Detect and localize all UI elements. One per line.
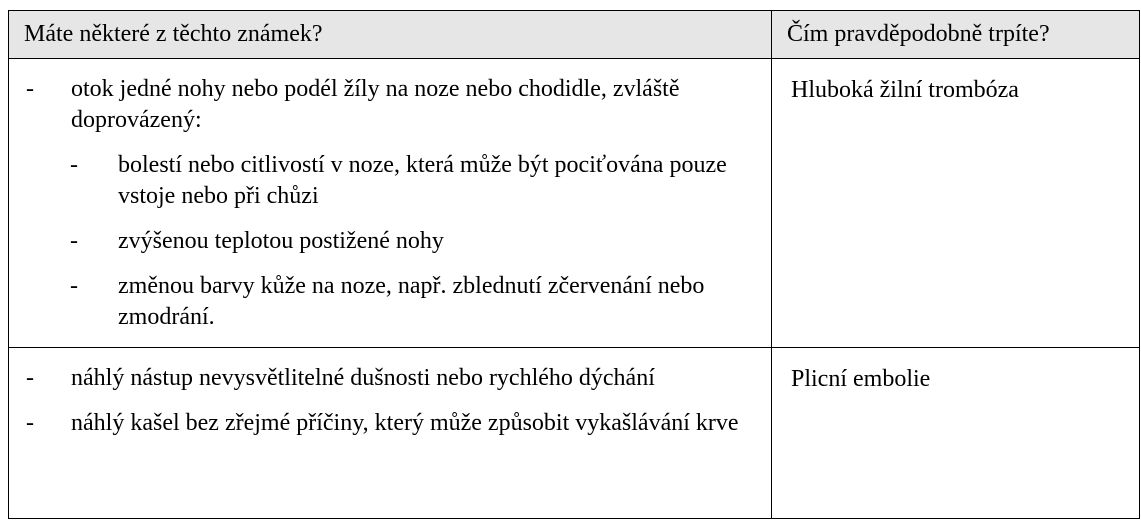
condition-cell: Plicní embolie bbox=[772, 348, 1140, 519]
condition-cell: Hluboká žilní trombóza bbox=[772, 59, 1140, 348]
symptom-item bbox=[9, 408, 771, 439]
symptom-subitem bbox=[9, 226, 771, 257]
symptom-text: zvýšenou teplotou postižené nohy bbox=[118, 228, 444, 254]
dash-bullet: - bbox=[70, 273, 78, 299]
table-row bbox=[9, 59, 1140, 348]
header-row bbox=[9, 11, 1140, 59]
table-row bbox=[9, 348, 1140, 519]
symptom-text: otok jedné nohy nebo podél žíly na noze nebo chodidle, zvláště doprovázený: bbox=[71, 76, 680, 133]
header-symptoms: Máte některé z těchto známek? bbox=[9, 11, 772, 59]
header-condition: Čím pravděpodobně trpíte? bbox=[772, 11, 1140, 59]
symptom-text: náhlý kašel bez zřejmé příčiny, který může způsobit vykašlávání krve bbox=[71, 410, 739, 436]
symptom-item bbox=[9, 74, 771, 136]
symptoms-cell bbox=[9, 348, 772, 519]
symptom-text: změnou barvy kůže na noze, např. zblednutí zčervenání nebo zmodrání. bbox=[118, 273, 705, 330]
symptom-item bbox=[9, 363, 771, 394]
symptom-subitem bbox=[9, 150, 771, 212]
dash-bullet: - bbox=[26, 365, 34, 391]
symptom-text: náhlý nástup nevysvětlitelné dušnosti nebo rychlého dýchání bbox=[71, 365, 655, 391]
symptom-subitem bbox=[9, 271, 771, 333]
dash-bullet: - bbox=[70, 228, 78, 254]
symptom-text: bolestí nebo citlivostí v noze, která může být pociťována pouze vstoje nebo při chůzi bbox=[118, 152, 727, 209]
symptoms-cell bbox=[9, 59, 772, 348]
symptoms-table bbox=[8, 10, 1140, 519]
dash-bullet: - bbox=[26, 76, 34, 102]
dash-bullet: - bbox=[70, 152, 78, 178]
dash-bullet: - bbox=[26, 410, 34, 436]
